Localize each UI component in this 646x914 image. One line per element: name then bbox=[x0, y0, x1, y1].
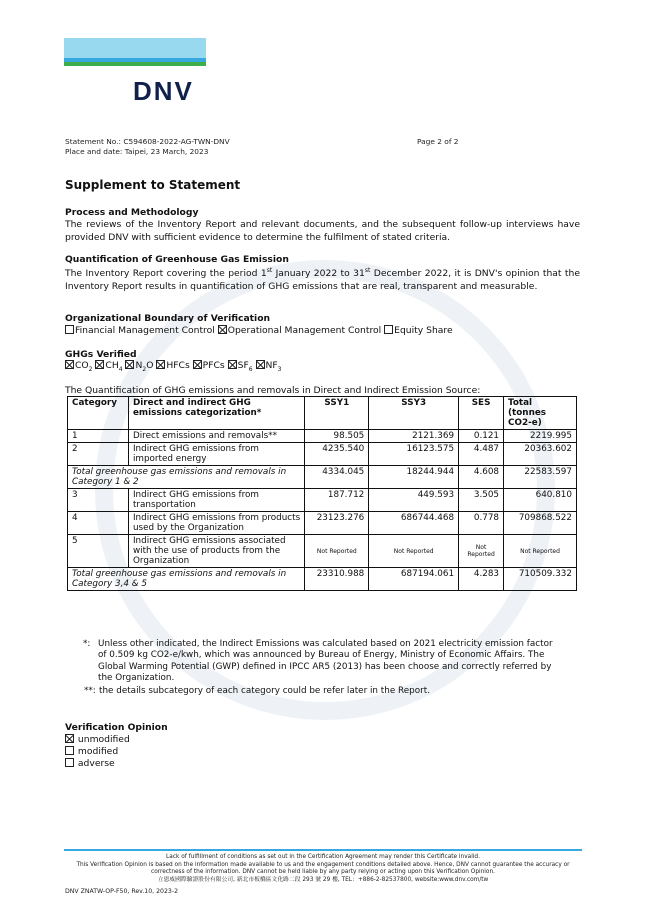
ghgs-list bbox=[65, 360, 282, 373]
cell-total: 640.810 bbox=[504, 489, 577, 512]
table-row bbox=[68, 535, 577, 568]
cell-ssy3: 16123.575 bbox=[369, 443, 459, 466]
cell-cat: 3 bbox=[68, 489, 129, 512]
checkbox-nf3[interactable] bbox=[256, 360, 265, 369]
footnote-2-text: the details subcategory of each category could be refer later in the Report. bbox=[99, 686, 430, 696]
ghg-table bbox=[67, 396, 577, 591]
footer-line-1: Lack of fulfillment of conditions as set out in the Certification Agreement may render this Certificate invalid. bbox=[166, 854, 480, 860]
checkbox-operational[interactable] bbox=[218, 325, 227, 334]
opinion-modified bbox=[65, 746, 118, 757]
footer-code: DNV ZNATW-OP-F50, Rev.10, 2023-2 bbox=[65, 888, 179, 895]
cell-cat: 4 bbox=[68, 512, 129, 535]
cell-desc: Direct emissions and removals** bbox=[128, 430, 304, 443]
checkbox-pfcs[interactable] bbox=[193, 360, 202, 369]
cell-total: 2219.995 bbox=[504, 430, 577, 443]
cell-ssy1: 4334.045 bbox=[305, 466, 369, 489]
cell-ssy1: 4235.540 bbox=[305, 443, 369, 466]
cell-total: Not Reported bbox=[504, 535, 577, 568]
ghg-pfcs: PFCs bbox=[202, 360, 225, 371]
header-desc: Direct and indirect GHG emissions categorization* bbox=[128, 397, 304, 430]
ghg-n2o: N bbox=[135, 360, 143, 371]
dnv-logo: DNV bbox=[133, 76, 194, 106]
boundary-title: Organizational Boundary of Verification bbox=[65, 313, 271, 324]
process-title: Process and Methodology bbox=[65, 207, 199, 218]
opinion-unmodified-label: unmodified bbox=[77, 734, 130, 745]
header-ssy1: SSY1 bbox=[305, 397, 369, 430]
checkbox-unmodified[interactable] bbox=[65, 734, 74, 743]
opinion-modified-label: modified bbox=[77, 746, 119, 757]
ghg-co2-sub: 2 bbox=[88, 365, 93, 373]
footer-line-2: This Verification Opinion is based on the information made available to us and the engagement conditions detailed above. Hence, DNV cannot guarantee the accuracy or correctness of the information. DNV cannot be held liable by any party relying or acting upon this Verification Opinion. bbox=[76, 862, 570, 875]
ghg-hfcs: HFCs bbox=[166, 360, 190, 371]
cell-ssy3: Not Reported bbox=[369, 535, 459, 568]
cell-total: 709868.522 bbox=[504, 512, 577, 535]
table-caption: The Quantification of GHG emissions and removals in Direct and Indirect Emission Source: bbox=[65, 385, 481, 396]
quant-text-a: The Inventory Report covering the period 1 bbox=[65, 268, 267, 280]
cell-ses: 4.487 bbox=[459, 443, 504, 466]
checkbox-ch4[interactable] bbox=[95, 360, 104, 369]
opinion-adverse bbox=[65, 758, 115, 769]
cell-total-label: Total greenhouse gas emissions and removals in Category 3,4 & 5 bbox=[68, 568, 305, 591]
opinion-adverse-label: adverse bbox=[77, 758, 115, 769]
cell-cat: 1 bbox=[68, 430, 129, 443]
table-row bbox=[68, 430, 577, 443]
table-total-row bbox=[68, 568, 577, 591]
quant-sup-a: st bbox=[266, 267, 273, 274]
ghg-ch4: CH bbox=[105, 360, 119, 371]
table-row bbox=[68, 512, 577, 535]
cell-desc: Indirect GHG emissions associated with the use of products from the Organization bbox=[128, 535, 304, 568]
cell-total: 710509.332 bbox=[504, 568, 577, 591]
cell-ssy3: 2121.369 bbox=[369, 430, 459, 443]
table-header-row bbox=[68, 397, 577, 430]
cell-ssy1: 23123.276 bbox=[305, 512, 369, 535]
cell-ses: Not Reported bbox=[459, 535, 504, 568]
ghg-n2o-sub: 2 bbox=[142, 365, 147, 373]
footnote-2-mark: **: bbox=[84, 686, 96, 696]
opinion-title: Verification Opinion bbox=[65, 722, 168, 733]
checkbox-hfcs[interactable] bbox=[156, 360, 165, 369]
ghg-nf3: NF bbox=[265, 360, 278, 371]
checkbox-co2[interactable] bbox=[65, 360, 74, 369]
table-row bbox=[68, 489, 577, 512]
cell-ssy1: Not Reported bbox=[305, 535, 369, 568]
footnote-1 bbox=[84, 639, 554, 684]
ghg-n2o-tail: O bbox=[146, 360, 154, 371]
checkbox-adverse[interactable] bbox=[65, 758, 74, 767]
ghg-sf6-sub: 6 bbox=[248, 365, 253, 373]
cell-cat: 5 bbox=[68, 535, 129, 568]
place-date: Place and date: Taipei, 23 March, 2023 bbox=[65, 147, 209, 156]
cell-ssy3: 449.593 bbox=[369, 489, 459, 512]
ghg-sf6: SF bbox=[237, 360, 249, 371]
quant-text-b: January 2022 to 31 bbox=[272, 268, 365, 280]
cell-ssy1: 23310.988 bbox=[305, 568, 369, 591]
cell-ssy1: 187.712 bbox=[305, 489, 369, 512]
table-row bbox=[68, 443, 577, 466]
ghg-ch4-sub: 4 bbox=[118, 365, 123, 373]
cell-cat: 2 bbox=[68, 443, 129, 466]
footer-line-3: 立恩威國際驗證股份有限公司, 新北市板橋區文化路二段 293 號 29 樓, TEL：+886-2-82537800, website:www.dnv.com/tw bbox=[157, 877, 489, 883]
ghgs-title: GHGs Verified bbox=[65, 349, 137, 360]
checkbox-sf6[interactable] bbox=[228, 360, 237, 369]
checkbox-financial[interactable] bbox=[65, 325, 74, 334]
cell-ses: 4.608 bbox=[459, 466, 504, 489]
option-operational-label: Operational Management Control bbox=[227, 325, 382, 336]
footnote-1-text: Unless other indicated, the Indirect Emissions was calculated based on 2021 electricity emission factor of 0.509 kg CO2-e/kwh, which was announced by Bureau of Energy, Ministry of Economic Affairs. The Global Warming Potential (GWP) defined in IPCC AR5 (2013) has been choose and correctly referred by the Organization. bbox=[98, 639, 553, 683]
checkbox-equity[interactable] bbox=[384, 325, 393, 334]
option-equity-label: Equity Share bbox=[394, 325, 453, 336]
statement-number: Statement No.: C594608-2022-AG-TWN-DNV bbox=[65, 137, 230, 146]
ghg-nf3-sub: 3 bbox=[277, 365, 282, 373]
quant-sup-b: st bbox=[364, 267, 371, 274]
checkbox-modified[interactable] bbox=[65, 746, 74, 755]
cell-ssy3: 18244.944 bbox=[369, 466, 459, 489]
header-total: Total (tonnes CO2-e) bbox=[504, 397, 577, 430]
cell-ses: 3.505 bbox=[459, 489, 504, 512]
checkbox-n2o[interactable] bbox=[125, 360, 134, 369]
quant-title: Quantification of Greenhouse Gas Emission bbox=[65, 254, 289, 265]
cell-ssy3: 686744.468 bbox=[369, 512, 459, 535]
cell-desc: Indirect GHG emissions from products used by the Organization bbox=[128, 512, 304, 535]
cell-ssy1: 98.505 bbox=[305, 430, 369, 443]
footer-rule bbox=[64, 849, 582, 851]
cell-desc: Indirect GHG emissions from imported energy bbox=[128, 443, 304, 466]
page-title: Supplement to Statement bbox=[65, 178, 241, 192]
page-number: Page 2 of 2 bbox=[417, 137, 459, 146]
ghg-co2: CO bbox=[75, 360, 89, 371]
table-total-row bbox=[68, 466, 577, 489]
boundary-options bbox=[65, 325, 453, 336]
cell-ses: 0.121 bbox=[459, 430, 504, 443]
quant-text bbox=[65, 265, 580, 293]
cell-total-label: Total greenhouse gas emissions and removals in Category 1 & 2 bbox=[68, 466, 305, 489]
cell-total: 20363.602 bbox=[504, 443, 577, 466]
header-ses: SES bbox=[459, 397, 504, 430]
cell-total: 22583.597 bbox=[504, 466, 577, 489]
cell-ses: 4.283 bbox=[459, 568, 504, 591]
footnote-1-mark: *: bbox=[83, 639, 91, 649]
cell-desc: Indirect GHG emissions from transportation bbox=[128, 489, 304, 512]
header-category: Category bbox=[68, 397, 129, 430]
footnote-2 bbox=[84, 686, 554, 697]
cell-ses: 0.778 bbox=[459, 512, 504, 535]
opinion-unmodified bbox=[65, 734, 130, 745]
logo-bar-green bbox=[64, 62, 206, 66]
option-financial-label: Financial Management Control bbox=[75, 325, 215, 336]
header-ssy3: SSY3 bbox=[369, 397, 459, 430]
logo-bar-light bbox=[64, 38, 206, 58]
process-text: The reviews of the Inventory Report and relevant documents, and the subsequent follow-up interviews have provided DNV with sufficient evidence to determine the fulfilment of stated criteria. bbox=[65, 219, 580, 243]
quant-text-c: December 2022, it is DNV's opinion that the Inventory Report results in quantification of GHG emissions that are real, transparent and measurable. bbox=[65, 268, 581, 292]
cell-ssy3: 687194.061 bbox=[369, 568, 459, 591]
